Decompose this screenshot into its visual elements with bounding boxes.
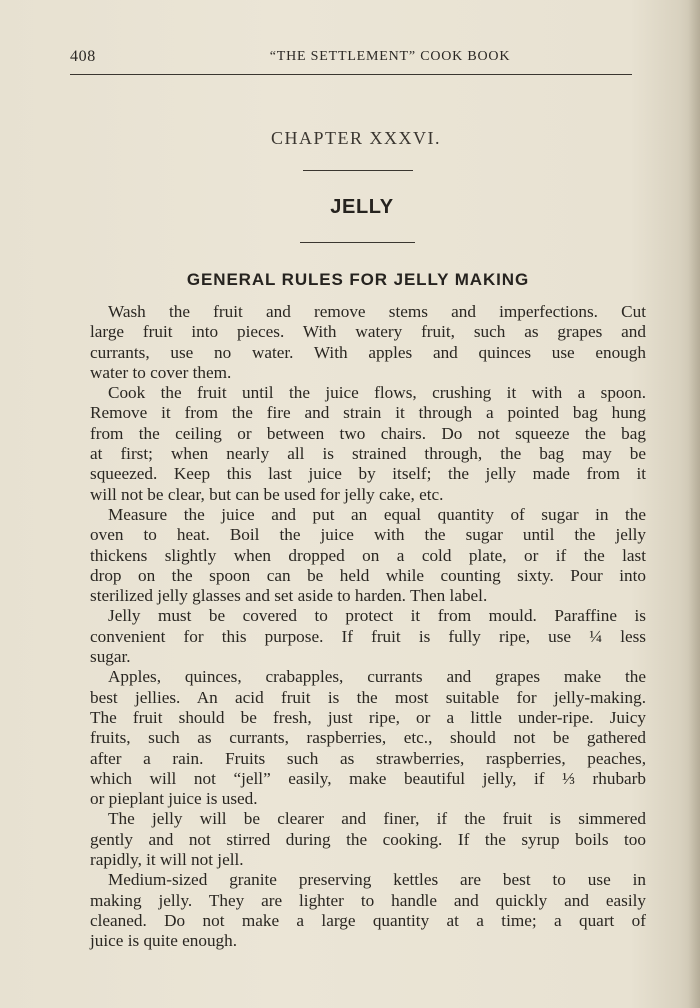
text-line: large fruit into pieces. With watery fruit, such as grapes and	[90, 322, 646, 342]
text-line: squeezed. Keep this last juice by itself; the jelly made from it	[90, 464, 646, 484]
text-line: rapidly, it will not jell.	[90, 850, 244, 870]
text-line: or pieplant juice is used.	[90, 789, 258, 809]
text-line: making jelly. They are lighter to handle and quickly and easily	[90, 890, 646, 910]
text-line: convenient for this purpose. If fruit is fully ripe, use ¼ less	[90, 626, 646, 646]
chapter-divider-bottom	[300, 242, 415, 243]
text-line: sterilized jelly glasses and set aside to harden. Then label.	[90, 586, 488, 606]
text-line: currants, use no water. With apples and quinces use enough	[90, 342, 646, 362]
text-line: Cook the fruit until the juice flows, crushing it with a spoon.	[108, 383, 646, 403]
text-line: Measure the juice and put an equal quantity of sugar in the	[108, 504, 646, 524]
text-line: gently and not stirred during the cooking. If the syrup boils too	[90, 829, 646, 849]
text-line: after a rain. Fruits such as strawberries, raspberries, peaches,	[90, 748, 646, 768]
text-line: juice is quite enough.	[90, 931, 238, 951]
chapter-divider-top	[303, 170, 413, 171]
text-line: Jelly must be covered to protect it from mould. Paraffine is	[108, 606, 646, 626]
paragraph	[72, 505, 646, 606]
paragraph	[72, 809, 646, 870]
paragraph	[72, 383, 646, 505]
text-line: sugar.	[90, 647, 131, 667]
page-number: 408	[70, 48, 96, 65]
text-line: which will not “jell” easily, make beautiful jelly, if ⅓ rhubarb	[90, 768, 646, 788]
book-title: “THE SETTLEMENT” COOK BOOK	[269, 49, 511, 64]
text-line: Medium-sized granite preserving kettles are best to use in	[108, 870, 646, 890]
text-line: The fruit should be fresh, just ripe, or a little under-ripe. Juicy	[90, 707, 646, 727]
chapter-label: CHAPTER XXXVI.	[270, 128, 441, 148]
header-rule	[70, 74, 632, 75]
text-line: thickens slightly when dropped on a cold plate, or if the last	[90, 545, 646, 565]
text-line: at first; when nearly all is strained through, the bag may be	[90, 444, 646, 464]
text-line: oven to heat. Boil the juice with the sugar until the jelly	[90, 525, 646, 545]
paragraph	[72, 667, 646, 809]
text-line: fruits, such as currants, raspberries, etc., should not be gathered	[90, 728, 646, 748]
text-line: The jelly will be clearer and finer, if the fruit is simmered	[108, 809, 646, 829]
paragraph	[72, 302, 646, 383]
text-line: drop on the spoon can be held while counting sixty. Pour into	[90, 565, 646, 585]
text-line: from the ceiling or between two chairs. Do not squeeze the bag	[90, 423, 646, 443]
text-line: Remove it from the fire and strain it through a pointed bag hung	[90, 403, 646, 423]
text-line: Apples, quinces, crabapples, currants and grapes make the	[108, 667, 646, 687]
paragraph	[72, 606, 646, 667]
paragraph	[72, 870, 646, 951]
text-line: Wash the fruit and remove stems and imperfections. Cut	[108, 302, 646, 321]
chapter-title: JELLY	[330, 196, 394, 218]
body-text	[72, 302, 646, 952]
section-title: GENERAL RULES FOR JELLY MAKING	[186, 270, 530, 289]
text-line: cleaned. Do not make a large quantity at a time; a quart of	[90, 910, 646, 930]
text-line: will not be clear, but can be used for jelly cake, etc.	[90, 484, 444, 504]
page-gutter-shadow	[688, 0, 700, 1008]
text-line: best jellies. An acid fruit is the most suitable for jelly-making.	[90, 687, 646, 707]
text-line: water to cover them.	[90, 362, 232, 382]
running-head	[70, 46, 632, 70]
